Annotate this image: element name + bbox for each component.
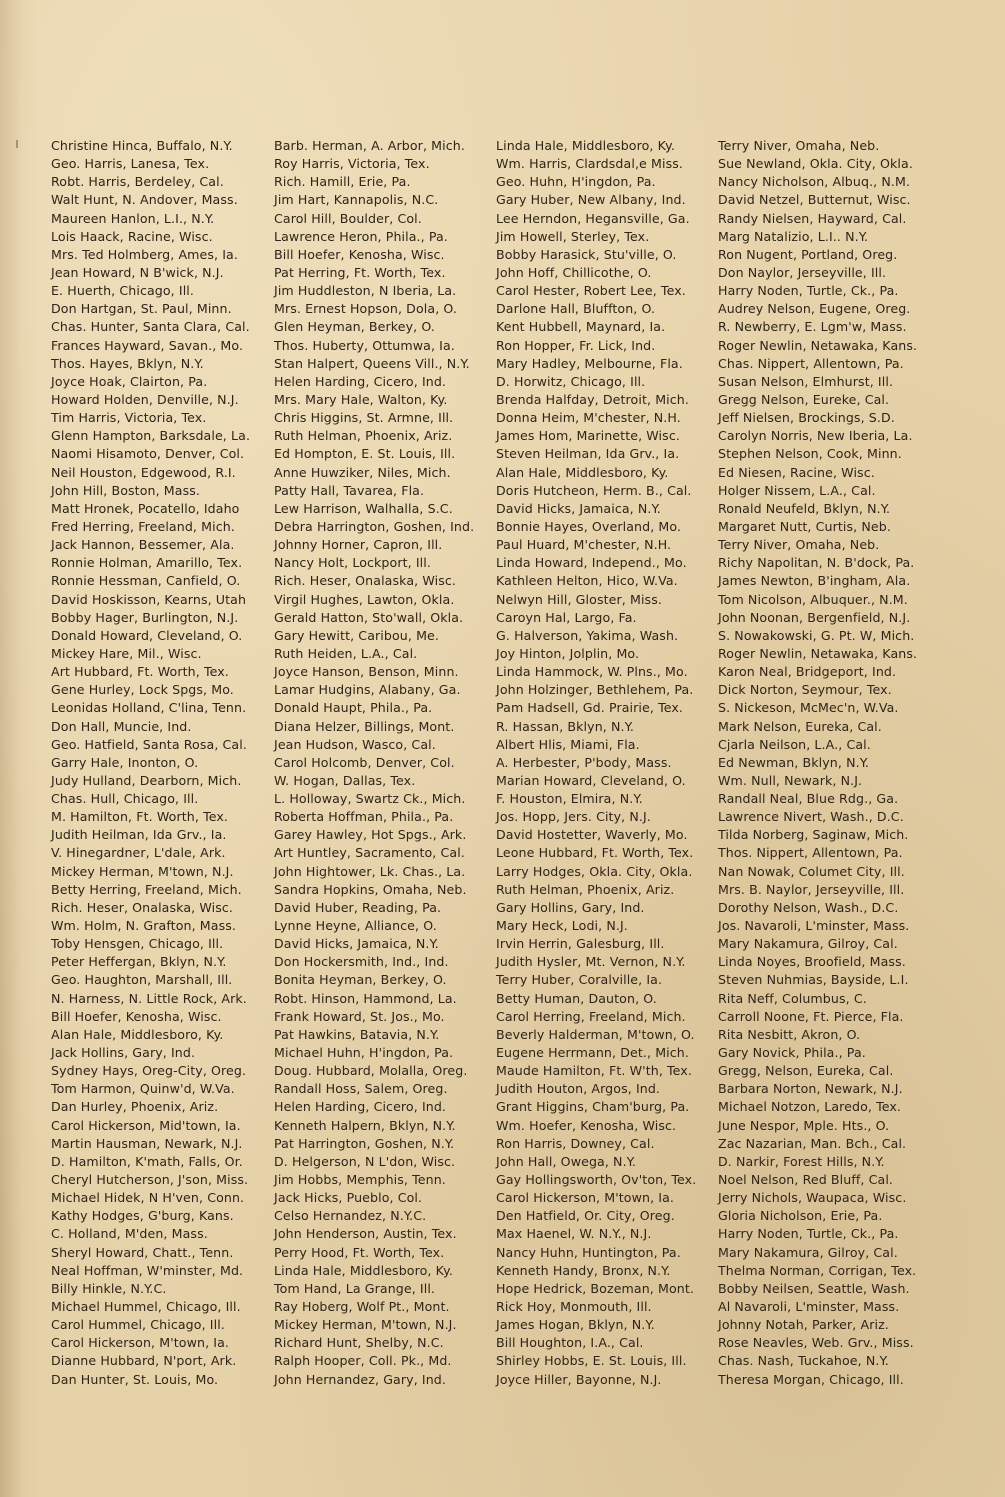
name-entry: Michael Huhn, H'ingdon, Pa. (274, 1045, 454, 1061)
name-entry: Bobby Neilsen, Seattle, Wash. (718, 1280, 910, 1296)
name-entry: Gene Hurley, Lock Spgs, Mo. (51, 682, 234, 698)
name-entry: Dorothy Nelson, Wash., D.C. (718, 899, 899, 915)
name-entry: Michael Hidek, N H'ven, Conn. (51, 1190, 245, 1206)
name-entry: Gary Huber, New Albany, Ind. (496, 192, 686, 208)
name-entry: Joyce Hoak, Clairton, Pa. (51, 373, 208, 389)
name-entry: Eugene Herrmann, Det., Mich. (496, 1045, 689, 1061)
name-entry: Marian Howard, Cleveland, O. (496, 772, 686, 788)
name-entry: Jim Howell, Sterley, Tex. (496, 228, 650, 244)
name-entry: Jerry Nichols, Waupaca, Wisc. (718, 1190, 907, 1206)
name-entry: Don Hartgan, St. Paul, Minn. (51, 301, 232, 317)
name-entry: Michael Notzon, Laredo, Tex. (718, 1099, 902, 1115)
name-entry: Stephen Nelson, Cook, Minn. (718, 446, 902, 462)
name-entry: Roger Newlin, Netawaka, Kans. (718, 337, 918, 353)
name-entry: Dick Norton, Seymour, Tex. (718, 682, 892, 698)
name-entry: Randy Nielsen, Hayward, Cal. (718, 210, 907, 226)
name-entry: Walt Hunt, N. Andover, Mass. (51, 192, 238, 208)
name-entry: Billy Hinkle, N.Y.C. (51, 1280, 167, 1296)
name-entry: V. Hinegardner, L'dale, Ark. (51, 845, 226, 861)
name-entry: Harry Noden, Turtle, Ck., Pa. (718, 283, 899, 299)
name-entry: Carol Hill, Boulder, Col. (274, 210, 422, 226)
name-entry: Judy Hulland, Dearborn, Mich. (51, 772, 242, 788)
name-entry: Michael Hummel, Chicago, Ill. (51, 1299, 241, 1314)
name-entry: Tom Harmon, Quinw'd, W.Va. (51, 1081, 235, 1097)
name-entry: Rita Nesbitt, Akron, O. (718, 1026, 861, 1042)
name-entry: Don Hockersmith, Ind., Ind. (274, 954, 449, 970)
name-entry: Don Hall, Muncie, Ind. (51, 718, 192, 734)
name-entry: Rich. Hamill, Erie, Pa. (274, 174, 411, 190)
name-entry: Mary Heck, Lodi, N.J. (496, 918, 628, 934)
name-entry: Terry Niver, Omaha, Neb. (718, 537, 880, 553)
name-entry: R. Hassan, Bklyn, N.Y. (496, 718, 634, 734)
name-entry: Betty Herring, Freeland, Mich. (51, 881, 242, 897)
name-entry: Art Hubbard, Ft. Worth, Tex. (51, 664, 229, 680)
name-entry: Pat Herring, Ft. Worth, Tex. (274, 264, 446, 280)
name-entry: Judith Houton, Argos, Ind. (496, 1081, 661, 1097)
name-entry: Naomi Hisamoto, Denver, Col. (51, 446, 245, 462)
name-entry: Ronnie Hessman, Canfield, O. (51, 573, 241, 589)
name-entry: Garey Hawley, Hot Spgs., Ark. (274, 827, 467, 843)
name-entry: D. Narkir, Forest Hills, N.Y. (718, 1153, 885, 1169)
name-entry: Thos. Nippert, Allentown, Pa. (718, 845, 903, 861)
name-entry: Jean Hudson, Wasco, Cal. (274, 736, 436, 752)
name-entry: Tim Harris, Victoria, Tex. (51, 410, 207, 426)
name-entry: Doug. Hubbard, Molalla, Oreg. (274, 1063, 468, 1079)
name-entry: Fred Herring, Freeland, Mich. (51, 518, 235, 534)
name-entry: Barbara Norton, Newark, N.J. (718, 1081, 903, 1097)
name-entry: Mary Nakamura, Gilroy, Cal. (718, 1244, 898, 1260)
name-entry: Zac Nazarian, Man. Bch., Cal. (718, 1135, 907, 1151)
name-entry: James Newton, B'ingham, Ala. (718, 573, 911, 589)
name-entry: Margaret Nutt, Curtis, Neb. (718, 518, 891, 534)
name-entry: Joyce Hiller, Bayonne, N.J. (496, 1371, 662, 1387)
name-entry: Carol Hickerson, M'town, Ia. (496, 1190, 675, 1206)
name-entry: Bonnie Hayes, Overland, Mo. (496, 518, 682, 534)
name-entry: Mrs. Ted Holmberg, Ames, Ia. (51, 246, 238, 262)
name-entry: Lee Herndon, Hegansville, Ga. (496, 210, 690, 226)
name-entry: Glenn Hampton, Barksdale, La. (51, 428, 251, 444)
name-entry: Joyce Hanson, Benson, Minn. (274, 664, 459, 680)
name-entry: Carol Hickerson, M'town, Ia. (51, 1335, 230, 1351)
name-entry: Sydney Hays, Oreg-City, Oreg. (51, 1063, 247, 1079)
name-entry: Linda Hammock, W. Plns., Mo. (496, 664, 688, 680)
name-entry: Steven Nuhmias, Bayside, L.I. (718, 972, 909, 988)
name-entry: R. Newberry, E. Lgm'w, Mass. (718, 319, 907, 335)
name-entry: Johnny Horner, Capron, Ill. (274, 537, 443, 553)
name-entry: Ed Newman, Bklyn, N.Y. (718, 754, 870, 770)
name-entry: Jean Howard, N B'wick, N.J. (51, 264, 224, 280)
name-entry: Jim Hobbs, Memphis, Tenn. (274, 1172, 446, 1188)
name-entry: Mickey Herman, M'town, N.J. (274, 1317, 457, 1333)
name-entry: Ron Nugent, Portland, Oreg. (718, 246, 898, 262)
name-entry: Chas. Nash, Tuckahoe, N.Y. (718, 1353, 889, 1369)
name-entry: Rose Neavles, Web. Grv., Miss. (718, 1335, 914, 1351)
name-entry: Paul Huard, M'chester, N.H. (496, 537, 672, 553)
name-entry: Maureen Hanlon, L.I., N.Y. (51, 210, 215, 226)
name-entry: Alan Hale, Middlesboro, Ky. (496, 464, 669, 480)
name-entry: John Holzinger, Bethlehem, Pa. (496, 682, 694, 698)
name-column-1 (51, 137, 277, 1389)
page-edge-mark (16, 140, 18, 148)
name-entry: Thos. Hayes, Bklyn, N.Y. (51, 355, 204, 371)
name-entry: Bonita Heyman, Berkey, O. (274, 972, 447, 988)
name-entry: Judith Hysler, Mt. Vernon, N.Y. (496, 954, 686, 970)
name-entry: Roy Harris, Victoria, Tex. (274, 156, 430, 172)
name-entry: G. Halverson, Yakima, Wash. (496, 627, 679, 643)
name-entry: Tom Nicolson, Albuquer., N.M. (718, 591, 908, 607)
name-entry: Art Huntley, Sacramento, Cal. (274, 845, 465, 861)
name-entry: Peter Heffergan, Bklyn, N.Y. (51, 954, 227, 970)
name-entry: Toby Hensgen, Chicago, Ill. (51, 936, 224, 952)
name-entry: Chris Higgins, St. Armne, Ill. (274, 410, 454, 426)
name-entry: Caroyn Hal, Largo, Fa. (496, 609, 637, 625)
name-entry: Helen Harding, Cicero, Ind. (274, 373, 447, 389)
name-entry: Carol Holcomb, Denver, Col. (274, 754, 455, 770)
name-entry: Dan Hunter, St. Louis, Mo. (51, 1371, 219, 1387)
name-entry: Carol Hester, Robert Lee, Tex. (496, 283, 686, 299)
name-entry: Kathy Hodges, G'burg, Kans. (51, 1208, 234, 1224)
name-entry: Christine Hinca, Buffalo, N.Y. (51, 138, 233, 153)
name-entry: David Hicks, Jamaica, N.Y. (496, 500, 661, 516)
name-entry: Gerald Hatton, Sto'wall, Okla. (274, 609, 464, 625)
name-entry: Geo. Huhn, H'ingdon, Pa. (496, 174, 656, 190)
name-entry: Perry Hood, Ft. Worth, Tex. (274, 1244, 445, 1260)
name-entry: Gregg Nelson, Eureke, Cal. (718, 391, 890, 407)
name-entry: Mary Hadley, Melbourne, Fla. (496, 355, 683, 371)
name-entry: Rich. Heser, Onalaska, Wisc. (51, 899, 234, 915)
name-entry: Dianne Hubbard, N'port, Ark. (51, 1353, 237, 1369)
name-entry: Anne Huwziker, Niles, Mich. (274, 464, 451, 480)
name-entry: Tilda Norberg, Saginaw, Mich. (718, 827, 909, 843)
name-entry: Ron Harris, Downey, Cal. (496, 1135, 655, 1151)
name-entry: F. Houston, Elmira, N.Y. (496, 791, 643, 807)
name-entry: Alan Hale, Middlesboro, Ky. (51, 1026, 224, 1042)
name-entry: Mrs. Ernest Hopson, Dola, O. (274, 301, 458, 317)
name-entry: David Netzel, Butternut, Wisc. (718, 192, 911, 208)
name-entry: Johnny Notah, Parker, Ariz. (718, 1317, 889, 1333)
name-entry: Kathleen Helton, Hico, W.Va. (496, 573, 678, 589)
name-entry: Chas. Nippert, Allentown, Pa. (718, 355, 904, 371)
name-entry: Gary Hewitt, Caribou, Me. (274, 627, 440, 643)
name-entry: Donald Howard, Cleveland, O. (51, 627, 243, 643)
name-entry: Mickey Herman, M'town, N.J. (51, 863, 234, 879)
name-entry: Randall Neal, Blue Rdg., Ga. (718, 791, 899, 807)
name-entry: Rita Neff, Columbus, C. (718, 990, 867, 1006)
name-entry: Chas. Hunter, Santa Clara, Cal. (51, 319, 250, 335)
name-entry: S. Nickeson, McMec'n, W.Va. (718, 700, 899, 716)
name-entry: Virgil Hughes, Lawton, Okla. (274, 591, 455, 607)
name-entry: Lawrence Heron, Phila., Pa. (274, 228, 448, 244)
name-entry: Leonidas Holland, C'lina, Tenn. (51, 700, 247, 716)
name-entry: Tom Hand, La Grange, Ill. (274, 1280, 436, 1296)
name-entry: David Hoskisson, Kearns, Utah (51, 591, 247, 607)
name-entry: Max Haenel, W. N.Y., N.J. (496, 1226, 652, 1242)
name-entry: Al Navaroli, L'minster, Mass. (718, 1299, 900, 1314)
name-entry: Gary Novick, Phila., Pa. (718, 1045, 866, 1061)
name-entry: Cjarla Neilson, L.A., Cal. (718, 736, 871, 752)
name-entry: David Hicks, Jamaica, N.Y. (274, 936, 439, 952)
name-entry: Mark Nelson, Eureka, Cal. (718, 718, 882, 734)
name-entry: Judith Heilman, Ida Grv., Ia. (51, 827, 227, 843)
name-entry: Garry Hale, Inonton, O. (51, 754, 199, 770)
name-entry: Mary Nakamura, Gilroy, Cal. (718, 936, 898, 952)
name-entry: Ed Hompton, E. St. Louis, Ill. (274, 446, 456, 462)
name-entry: Lynne Heyne, Alliance, O. (274, 918, 437, 934)
name-entry: Larry Hodges, Okla. City, Okla. (496, 863, 693, 879)
name-entry: Nelwyn Hill, Gloster, Miss. (496, 591, 662, 607)
name-column-2 (274, 137, 500, 1389)
name-entry: John Henderson, Austin, Tex. (274, 1226, 457, 1242)
name-entry: Theresa Morgan, Chicago, Ill. (718, 1371, 904, 1387)
name-entry: Jack Hicks, Pueblo, Col. (274, 1190, 423, 1206)
name-entry: Bobby Hager, Burlington, N.J. (51, 609, 239, 625)
name-entry: Donna Heim, M'chester, N.H. (496, 410, 681, 426)
name-entry: Lamar Hudgins, Alabany, Ga. (274, 682, 461, 698)
name-entry: Mickey Hare, Mil., Wisc. (51, 645, 202, 661)
name-entry: W. Hogan, Dallas, Tex. (274, 772, 416, 788)
name-entry: Mrs. B. Naylor, Jerseyville, Ill. (718, 881, 905, 897)
name-entry: Darlone Hall, Bluffton, O. (496, 301, 656, 317)
name-entry: Carol Hickerson, Mid'town, Ia. (51, 1117, 241, 1133)
name-entry: A. Herbester, P'body, Mass. (496, 754, 672, 770)
name-entry: Howard Holden, Denville, N.J. (51, 391, 239, 407)
name-entry: Linda Noyes, Broofield, Mass. (718, 954, 906, 970)
name-entry: Stan Halpert, Queens Vill., N.Y. (274, 355, 470, 371)
name-entry: Chas. Hull, Chicago, Ill. (51, 791, 199, 807)
name-entry: Harry Noden, Turtle, Ck., Pa. (718, 1226, 899, 1242)
name-entry: Jos. Hopp, Jers. City, N.J. (496, 809, 651, 825)
name-entry: Debra Harrington, Goshen, Ind. (274, 518, 475, 534)
name-entry: Betty Human, Dauton, O. (496, 990, 657, 1006)
name-entry: Joy Hinton, Jolplin, Mo. (496, 645, 640, 661)
name-entry: Dan Hurley, Phoenix, Ariz. (51, 1099, 219, 1115)
name-entry: Bobby Harasick, Stu'ville, O. (496, 246, 677, 262)
name-entry: Donald Haupt, Phila., Pa. (274, 700, 433, 716)
name-entry: Ed Niesen, Racine, Wisc. (718, 464, 875, 480)
name-entry: Roger Newlin, Netawaka, Kans. (718, 645, 918, 661)
name-entry: Ronald Neufeld, Bklyn, N.Y. (718, 500, 891, 516)
name-entry: Terry Huber, Coralville, Ia. (496, 972, 663, 988)
name-entry: Matt Hronek, Pocatello, Idaho (51, 500, 240, 516)
name-entry: M. Hamilton, Ft. Worth, Tex. (51, 809, 229, 825)
name-entry: Ruth Helman, Phoenix, Ariz. (274, 428, 453, 444)
name-entry: Pam Hadsell, Gd. Prairie, Tex. (496, 700, 684, 716)
name-entry: Noel Nelson, Red Bluff, Cal. (718, 1172, 894, 1188)
name-entry: Robt. Hinson, Hammond, La. (274, 990, 457, 1006)
name-entry: Cheryl Hutcherson, J'son, Miss. (51, 1172, 249, 1188)
name-entry: Bill Houghton, I.A., Cal. (496, 1335, 644, 1351)
name-entry: Geo. Hatfield, Santa Rosa, Cal. (51, 736, 247, 752)
name-entry: Ralph Hooper, Coll. Pk., Md. (274, 1353, 452, 1369)
name-entry: Richy Napolitan, N. B'dock, Pa. (718, 555, 915, 571)
name-entry: Pat Hawkins, Batavia, N.Y. (274, 1026, 440, 1042)
name-entry: Nancy Holt, Lockport, Ill. (274, 555, 431, 571)
name-entry: Frances Hayward, Savan., Mo. (51, 337, 244, 353)
name-entry: Maude Hamilton, Ft. W'th, Tex. (496, 1063, 692, 1079)
name-entry: John Noonan, Bergenfield, N.J. (718, 609, 911, 625)
name-entry: Terry Niver, Omaha, Neb. (718, 138, 880, 153)
name-entry: Ron Hopper, Fr. Lick, Ind. (496, 337, 656, 353)
name-entry: Grant Higgins, Cham'burg, Pa. (496, 1099, 690, 1115)
name-entry: Albert Hlis, Miami, Fla. (496, 736, 640, 752)
name-entry: Kent Hubbell, Maynard, Ia. (496, 319, 666, 335)
name-entry: Sandra Hopkins, Omaha, Neb. (274, 881, 467, 897)
name-entry: Audrey Nelson, Eugene, Oreg. (718, 301, 911, 317)
name-entry: Ray Hoberg, Wolf Pt., Mont. (274, 1299, 450, 1314)
name-entry: Irvin Herrin, Galesburg, Ill. (496, 936, 665, 952)
name-entry: Jeff Nielsen, Brockings, S.D. (718, 410, 895, 426)
name-column-4 (718, 137, 944, 1389)
name-entry: D. Horwitz, Chicago, Ill. (496, 373, 646, 389)
name-entry: Gregg, Nelson, Eureka, Cal. (718, 1063, 894, 1079)
name-entry: E. Huerth, Chicago, Ill. (51, 283, 195, 299)
name-entry: L. Holloway, Swartz Ck., Mich. (274, 791, 466, 807)
name-entry: Linda Hale, Middlesboro, Ky. (274, 1262, 453, 1278)
name-entry: John Hoff, Chillicothe, O. (496, 264, 652, 280)
name-entry: John Hill, Boston, Mass. (51, 482, 201, 498)
name-entry: Bill Hoefer, Kenosha, Wisc. (51, 1008, 222, 1024)
name-entry: Roberta Hoffman, Phila., Pa. (274, 809, 454, 825)
name-entry: Robt. Harris, Berdeley, Cal. (51, 174, 224, 190)
name-entry: John Hightower, Lk. Chas., La. (274, 863, 466, 879)
name-entry: Karon Neal, Bridgeport, Ind. (718, 664, 897, 680)
name-entry: Nancy Huhn, Huntington, Pa. (496, 1244, 681, 1260)
name-entry: Thos. Huberty, Ottumwa, Ia. (274, 337, 455, 353)
name-entry: Beverly Halderman, M'town, O. (496, 1026, 695, 1042)
name-entry: Carroll Noone, Ft. Pierce, Fla. (718, 1008, 904, 1024)
name-entry: Celso Hernandez, N.Y.C. (274, 1208, 427, 1224)
name-entry: Gay Hollingsworth, Ov'ton, Tex. (496, 1172, 697, 1188)
name-entry: Sue Newland, Okla. City, Okla. (718, 156, 913, 172)
name-entry: Don Naylor, Jerseyville, Ill. (718, 264, 887, 280)
name-entry: Glen Heyman, Berkey, O. (274, 319, 435, 335)
name-entry: June Nespor, Mple. Hts., O. (718, 1117, 890, 1133)
name-entry: Wm. Hoefer, Kenosha, Wisc. (496, 1117, 677, 1133)
name-entry: Steven Heilman, Ida Grv., Ia. (496, 446, 680, 462)
name-entry: John Hall, Owega, N.Y. (496, 1153, 637, 1169)
name-entry: Sheryl Howard, Chatt., Tenn. (51, 1244, 234, 1260)
name-entry: Wm. Null, Newark, N.J. (718, 772, 863, 788)
name-entry: D. Helgerson, N L'don, Wisc. (274, 1153, 456, 1169)
name-entry: Helen Harding, Cicero, Ind. (274, 1099, 447, 1115)
name-entry: Jim Hart, Kannapolis, N.C. (274, 192, 439, 208)
name-entry: Brenda Halfday, Detroit, Mich. (496, 391, 689, 407)
name-entry: David Hostetter, Waverly, Mo. (496, 827, 688, 843)
name-entry: James Hom, Marinette, Wisc. (496, 428, 680, 444)
name-column-3 (496, 137, 722, 1389)
name-entry: Rick Hoy, Monmouth, Ill. (496, 1299, 652, 1314)
name-entry: Pat Harrington, Goshen, N.Y. (274, 1135, 455, 1151)
name-entry: Frank Howard, St. Jos., Mo. (274, 1008, 445, 1024)
name-entry: Wm. Harris, Clardsdal,e Miss. (496, 156, 683, 172)
name-entry: Randall Hoss, Salem, Oreg. (274, 1081, 448, 1097)
name-entry: Geo. Harris, Lanesa, Tex. (51, 156, 210, 172)
name-entry: Richard Hunt, Shelby, N.C. (274, 1335, 444, 1351)
name-entry: David Huber, Reading, Pa. (274, 899, 442, 915)
name-entry: Barb. Herman, A. Arbor, Mich. (274, 138, 465, 153)
name-entry: Wm. Holm, N. Grafton, Mass. (51, 918, 237, 934)
name-entry: Kenneth Halpern, Bklyn, N.Y. (274, 1117, 456, 1133)
name-entry: Leone Hubbard, Ft. Worth, Tex. (496, 845, 694, 861)
name-entry: Neil Houston, Edgewood, R.I. (51, 464, 236, 480)
name-entry: Susan Nelson, Elmhurst, Ill. (718, 373, 894, 389)
name-entry: Kenneth Handy, Bronx, N.Y. (496, 1262, 671, 1278)
name-entry: Marg Natalizio, L.I.. N.Y. (718, 228, 869, 244)
name-entry: Diana Helzer, Billings, Mont. (274, 718, 455, 734)
name-entry: James Hogan, Bklyn, N.Y. (496, 1317, 655, 1333)
name-entry: John Hernandez, Gary, Ind. (274, 1371, 447, 1387)
name-entry: Ruth Heiden, L.A., Cal. (274, 645, 418, 661)
name-entry: D. Hamilton, K'math, Falls, Or. (51, 1153, 243, 1169)
name-entry: Carol Herring, Freeland, Mich. (496, 1008, 686, 1024)
name-entry: Den Hatfield, Or. City, Oreg. (496, 1208, 675, 1224)
name-entry: S. Nowakowski, G. Pt. W, Mich. (718, 627, 915, 643)
name-entry: Lew Harrison, Walhalla, S.C. (274, 500, 453, 516)
name-entry: Linda Howard, Independ., Mo. (496, 555, 687, 571)
name-entry: Lois Haack, Racine, Wisc. (51, 228, 213, 244)
name-entry: Carol Hummel, Chicago, Ill. (51, 1317, 225, 1333)
name-entry: Gloria Nicholson, Erie, Pa. (718, 1208, 883, 1224)
name-entry: Mrs. Mary Hale, Walton, Ky. (274, 391, 448, 407)
name-entry: Nancy Nicholson, Albuq., N.M. (718, 174, 911, 190)
name-entry: Geo. Haughton, Marshall, Ill. (51, 972, 233, 988)
name-entry: Bill Hoefer, Kenosha, Wisc. (274, 246, 445, 262)
name-entry: Shirley Hobbs, E. St. Louis, Ill. (496, 1353, 687, 1369)
name-entry: Martin Hausman, Newark, N.J. (51, 1135, 243, 1151)
name-entry: Carolyn Norris, New Iberia, La. (718, 428, 913, 444)
name-entry: C. Holland, M'den, Mass. (51, 1226, 208, 1242)
name-entry: Nan Nowak, Columet City, Ill. (718, 863, 905, 879)
name-entry: Jack Hannon, Bessemer, Ala. (51, 537, 235, 553)
name-entry: Jim Huddleston, N Iberia, La. (274, 283, 457, 299)
name-entry: Rich. Heser, Onalaska, Wisc. (274, 573, 457, 589)
name-entry: Thelma Norman, Corrigan, Tex. (718, 1262, 917, 1278)
name-entry: Linda Hale, Middlesboro, Ky. (496, 138, 675, 153)
name-entry: Ronnie Holman, Amarillo, Tex. (51, 555, 243, 571)
name-entry: Patty Hall, Tavarea, Fla. (274, 482, 425, 498)
name-entry: Neal Hoffman, W'minster, Md. (51, 1262, 244, 1278)
name-entry: Doris Hutcheon, Herm. B., Cal. (496, 482, 692, 498)
name-entry: Gary Hollins, Gary, Ind. (496, 899, 645, 915)
name-entry: Ruth Helman, Phoenix, Ariz. (496, 881, 675, 897)
name-entry: Hope Hedrick, Bozeman, Mont. (496, 1280, 695, 1296)
name-entry: Holger Nissem, L.A., Cal. (718, 482, 876, 498)
name-entry: Jack Hollins, Gary, Ind. (51, 1045, 196, 1061)
name-entry: N. Harness, N. Little Rock, Ark. (51, 990, 247, 1006)
name-entry: Lawrence Nivert, Wash., D.C. (718, 809, 904, 825)
name-entry: Jos. Navaroli, L'minster, Mass. (718, 918, 910, 934)
